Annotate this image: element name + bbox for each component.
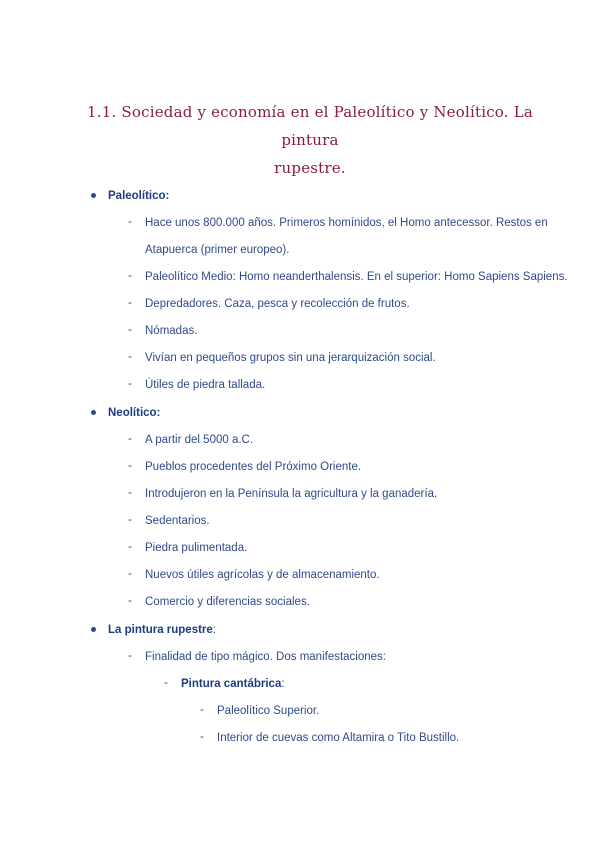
bullet-icon (91, 410, 96, 415)
dash-icon: - (128, 433, 132, 445)
bullet-icon (91, 627, 96, 632)
dash-icon: - (128, 487, 132, 499)
dash-icon: - (128, 650, 132, 662)
list-item-continuation: Atapuerca (primer europeo). (145, 244, 290, 256)
list-item: Piedra pulimentada. (145, 542, 248, 554)
list-item: Vivían en pequeños grupos sin una jerarquización social. (145, 352, 436, 364)
dash-icon: - (128, 351, 132, 363)
dash-icon: - (128, 324, 132, 336)
dash-icon: - (128, 216, 132, 228)
bullet-icon (91, 193, 96, 198)
dash-icon: - (128, 595, 132, 607)
list-item: Sedentarios. (145, 515, 210, 527)
sub-heading-pintura-cantabrica: Pintura cantábrica : (181, 678, 285, 690)
section-heading-paleolitico: Paleolítico: (108, 190, 170, 202)
section-heading-pintura: La pintura rupestre : (108, 624, 217, 636)
list-item: A partir del 5000 a.C. (145, 434, 254, 446)
dash-icon: - (200, 731, 204, 743)
dash-icon: - (128, 270, 132, 282)
list-item: Paleolítico Medio: Homo neanderthalensis. En el superior: Homo Sapiens Sapiens. (145, 271, 568, 283)
list-item: Finalidad de tipo mágico. Dos manifestaciones: (145, 651, 386, 663)
sub-list-item: Paleolítico Superior. (217, 705, 320, 717)
dash-icon: - (200, 704, 204, 716)
document-title (60, 98, 560, 182)
list-item: Útiles de piedra tallada. (145, 379, 266, 391)
dash-icon: - (128, 514, 132, 526)
list-item: Comercio y diferencias sociales. (145, 596, 310, 608)
list-item: Introdujeron en la Península la agricultura y la ganadería. (145, 488, 438, 500)
dash-icon: - (128, 378, 132, 390)
title-line-1: 1.1. Sociedad y economía en el Paleolítico y Neolítico. La pintura (87, 103, 533, 149)
section-heading-neolitico: Neolítico: (108, 407, 161, 419)
dash-icon: - (164, 677, 168, 689)
list-item: Depredadores. Caza, pesca y recolección de frutos. (145, 298, 410, 310)
sub-list-item: Interior de cuevas como Altamira o Tito Bustillo. (217, 732, 460, 744)
dash-icon: - (128, 568, 132, 580)
dash-icon: - (128, 541, 132, 553)
dash-icon: - (128, 460, 132, 472)
list-item: Pueblos procedentes del Próximo Oriente. (145, 461, 362, 473)
list-item: Hace unos 800.000 años. Primeros homínidos, el Homo antecessor. Restos en (145, 217, 548, 229)
title-line-2: rupestre. (274, 159, 346, 177)
dash-icon: - (128, 297, 132, 309)
list-item: Nómadas. (145, 325, 198, 337)
list-item: Nuevos útiles agrícolas y de almacenamiento. (145, 569, 380, 581)
